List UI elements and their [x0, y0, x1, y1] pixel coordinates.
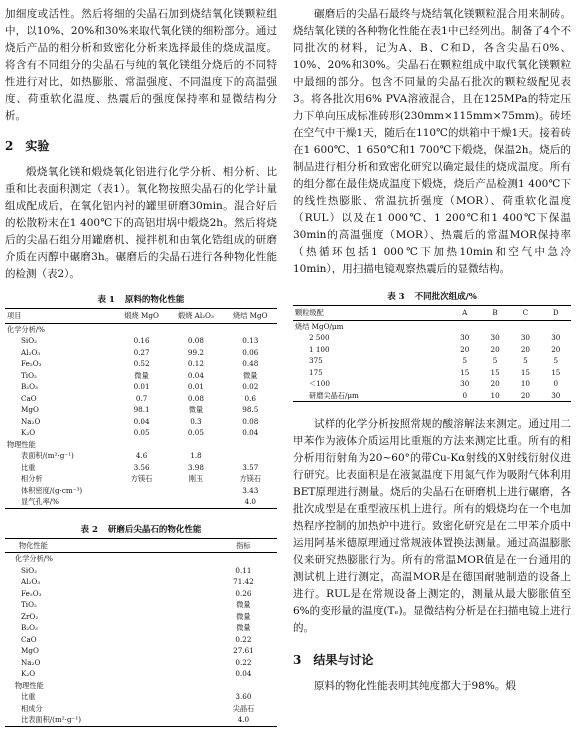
table-row [5, 645, 277, 657]
table3-body [293, 320, 571, 402]
row-label-cell: SiO₂ [21, 565, 37, 575]
table-header-cell: C [522, 308, 529, 317]
row-label-cell: TiO₂ [21, 370, 37, 380]
table-cell: 3.60 [235, 692, 252, 701]
table-row [5, 668, 277, 680]
table-cell: 20 [520, 390, 530, 400]
table-row [5, 393, 277, 405]
table3 [293, 305, 571, 402]
table1-caption [5, 293, 277, 305]
table1 [5, 308, 277, 509]
table-cell: 方镁石 [130, 474, 153, 483]
table-cell: 0.6 [244, 393, 256, 403]
table-row [5, 703, 277, 715]
table-cell: 30 [460, 333, 470, 342]
table-cell: 0.11 [235, 565, 252, 575]
table-row [5, 565, 277, 577]
table-cell: 3.98 [187, 462, 204, 472]
row-label-cell: 相分析 [21, 474, 43, 483]
table-row [5, 576, 277, 588]
table-cell [224, 439, 277, 451]
row-label-cell: 表面积/(m²·g⁻¹) [21, 451, 74, 460]
table-cell: 0.7 [135, 393, 148, 403]
table-cell: 0.05 [133, 428, 150, 437]
table-row [293, 344, 571, 356]
table-cell [168, 323, 223, 335]
table-cell: 0.01 [187, 382, 204, 391]
table-row [5, 714, 277, 726]
section-title: 结果与讨论 [313, 653, 374, 667]
table2-number: 表 2 [80, 524, 98, 535]
table-cell: 3.57 [242, 462, 259, 472]
table-row [293, 390, 571, 402]
row-label-cell: B₂O₃ [21, 623, 38, 632]
table-row [5, 404, 277, 416]
table-cell: 71.42 [233, 577, 254, 586]
table-cell: 0.04 [235, 669, 252, 678]
table-cell: 20 [551, 344, 561, 354]
table-cell: 4.0 [237, 715, 250, 724]
table-cell: 99.2 [187, 347, 204, 357]
table-row [5, 462, 277, 474]
intro-paragraph: 加细度或活性。然后将细的尖晶石加到烧结氧化镁颗粒组中，以10%、20%和30%来取代氧化镁的细粉部分。通过烧后产品的相分析和致密化分析来选择最佳的烧成温度。将含有不同组分的尖晶石与纯的氧化镁组分烧后的不同特性进行对比，如热膨胀、常温强度、不同温度下的高温强度、荷重软化温度、热震后的强度保持率和显微结构分析。 [5, 8, 277, 122]
table-cell: 0.04 [133, 416, 150, 426]
table-cell: 0.05 [187, 428, 204, 437]
table-cell: 98.5 [242, 405, 259, 414]
row-label-cell: TiO₂ [21, 600, 37, 609]
row-label-cell: CaO [21, 634, 37, 644]
table-cell: 3.43 [242, 485, 259, 495]
row-label-cell: ZrO₂ [21, 611, 39, 621]
table-row [5, 427, 277, 439]
table-cell [224, 323, 277, 335]
table-row [5, 680, 277, 692]
table-cell [210, 553, 277, 565]
row-label-cell: Fe₂O₃ [21, 359, 42, 368]
table-row [5, 370, 277, 382]
table-cell: 4.0 [244, 497, 256, 506]
row-label-cell: MgO [21, 646, 39, 655]
table-row [5, 381, 277, 393]
table-row [293, 367, 571, 379]
table-cell: 微量 [236, 611, 251, 621]
table-cell: 27.61 [233, 646, 254, 655]
table-row [5, 496, 277, 508]
row-label-cell: 比表面积/(m²·g⁻¹) [21, 715, 82, 724]
row-label-cell: SiO₂ [21, 336, 37, 345]
row-label-cell: 显气孔率/% [21, 497, 60, 506]
table-header-cell: 煅烧 MgO [124, 311, 159, 320]
section-title: 实验 [25, 139, 50, 153]
table-cell: 微量 [236, 623, 251, 632]
row-label-cell: 研磨尖晶石/μm [309, 390, 359, 400]
table-cell: 5 [523, 356, 528, 365]
table-cell: 15 [490, 367, 500, 377]
table-cell [480, 320, 510, 332]
table1-title: 原料的物化性能 [124, 295, 185, 305]
table1-number: 表 1 [97, 295, 115, 305]
row-label-cell: 375 [309, 356, 323, 365]
table-cell: 30 [490, 333, 500, 342]
table1-header-row [5, 309, 277, 324]
row-label-cell: Al₂O₃ [21, 577, 41, 586]
section-number: 2 [5, 139, 14, 153]
section-2-heading [5, 137, 277, 154]
table-header-cell: 项目 [7, 311, 22, 320]
table-row [293, 355, 571, 367]
table-cell: 15 [460, 367, 470, 377]
table-row [5, 485, 277, 497]
table-row [5, 657, 277, 669]
table3-title: 不同批次组成/% [414, 292, 477, 302]
table-cell: 0.12 [187, 359, 204, 368]
table-cell: 0.22 [235, 657, 252, 667]
table-cell: 0.26 [235, 588, 252, 598]
table-cell: 5 [553, 356, 559, 365]
table-row [293, 378, 571, 390]
table-cell: 10 [490, 390, 500, 400]
row-label-cell: 相成分 [21, 703, 43, 713]
table-cell: 20 [460, 344, 470, 354]
table-row [5, 358, 277, 370]
row-label-cell: B₂O₃ [21, 382, 38, 391]
table-cell: 方镁石 [239, 474, 262, 483]
table-cell: 尖晶石 [232, 703, 255, 713]
table-cell [168, 496, 223, 508]
table-row [293, 320, 571, 332]
table-cell: 0.22 [235, 634, 252, 644]
table-cell: 0 [553, 379, 559, 388]
row-label-cell: 物理性能 [7, 439, 36, 449]
table-cell: 0.48 [242, 359, 259, 368]
table-cell: 98.1 [133, 405, 150, 414]
row-label-cell: 2 500 [309, 333, 330, 342]
table2 [5, 538, 277, 727]
table-row [5, 588, 277, 600]
table-row [5, 611, 277, 623]
table-cell: 1.8 [190, 451, 202, 460]
table-cell: 微量 [236, 600, 251, 609]
table-cell: 微量 [243, 370, 258, 380]
table-cell [224, 450, 277, 462]
table-row [5, 599, 277, 611]
table2-title: 研磨后尖晶石的物化性能 [107, 524, 202, 535]
table-cell: 0.52 [133, 359, 150, 368]
table-row [5, 416, 277, 428]
table-header-cell: 颗粒级配 [295, 308, 324, 317]
right-column [293, 6, 571, 695]
row-label-cell: 化学分析/% [7, 324, 46, 334]
table-header-cell: 指标 [236, 540, 251, 550]
table-header-cell: 物化性能 [19, 540, 48, 550]
table2-caption [5, 523, 277, 535]
table-cell [510, 320, 540, 332]
table-cell: 4.6 [135, 451, 148, 460]
experiment-paragraph: 煅烧氧化镁和煅烧氧化铝进行化学分析、相分析、比重和比表面积测定（表1）。氧化物按照尖晶石的化学计量组成配成后，在氧化铝内衬的罐里研磨30min。混合好后的松散粉末在1 400℃下的高铝坩埚中煅烧2h。然后将烧后的尖晶石组分用罐磨机、搅拌机和由氧化锆组成的研磨介质在丙醇中碾磨3h。碾磨后的尖晶石进行各种物化性能的检测（表2）。 [5, 166, 277, 280]
table-cell: 20 [520, 344, 530, 354]
table-row [293, 332, 571, 344]
table-row [5, 347, 277, 359]
table3-header-row [293, 306, 571, 321]
table2-body [5, 553, 277, 727]
table-cell: 微量 [134, 370, 149, 380]
table-cell: 0.02 [242, 382, 259, 391]
table-cell [210, 680, 277, 692]
table-cell: 5 [462, 356, 468, 365]
table-header-cell: 烧结 MgO [233, 311, 268, 320]
table-row [5, 691, 277, 703]
table-header-cell: A [462, 308, 468, 317]
table-cell: 5 [492, 356, 498, 365]
row-label-cell: ＜100 [309, 379, 330, 388]
row-label-cell: 175 [309, 367, 323, 377]
table-cell: 15 [520, 367, 530, 377]
table2-header-row [5, 538, 277, 553]
table-cell: 微量 [188, 405, 204, 414]
row-label-cell: 物理性能 [15, 680, 44, 690]
table-cell [115, 485, 168, 497]
table-cell: 刚玉 [188, 474, 204, 483]
table-row [5, 323, 277, 335]
row-label-cell: 体积密度/(g·cm⁻³) [21, 485, 83, 495]
row-label-cell: Fe₂O₃ [21, 588, 42, 598]
table-cell: 30 [520, 333, 530, 342]
table-cell: 0.01 [133, 382, 150, 391]
table-cell: 0.13 [242, 336, 259, 345]
table-cell: 3.56 [133, 462, 150, 472]
table-row [5, 622, 277, 634]
table-cell: 0.3 [190, 416, 202, 426]
row-label-cell: 化学分析/% [15, 554, 54, 563]
left-column [5, 6, 277, 727]
row-label-cell: 比重 [21, 462, 36, 472]
row-label-cell: 烧结 MgO/μm [295, 321, 344, 331]
table-row [5, 473, 277, 485]
row-label-cell: 比重 [21, 692, 36, 701]
table-cell: 0.16 [133, 336, 150, 345]
table-cell: 30 [551, 333, 561, 342]
table-row [5, 553, 277, 565]
row-label-cell: Al₂O₃ [21, 347, 41, 357]
table-cell: 0.08 [242, 416, 259, 426]
table-cell [168, 439, 223, 451]
row-label-cell: 1 100 [309, 344, 330, 354]
table-cell: 0.08 [187, 336, 204, 345]
table-cell: 0.04 [242, 428, 259, 437]
table-row [5, 335, 277, 347]
table1-body [5, 323, 277, 508]
table-cell: 0 [462, 390, 468, 400]
row-label-cell: K₂O [21, 669, 36, 678]
table-cell: 30 [551, 390, 561, 400]
table-cell: 0.08 [187, 393, 204, 403]
row-label-cell: MgO [21, 405, 39, 414]
section-3-heading [293, 651, 571, 668]
table-cell: 20 [490, 379, 500, 388]
table-cell: 0.27 [133, 347, 150, 357]
table-cell: 15 [551, 367, 561, 377]
methods-paragraph: 试样的化学分析按照常规的酸溶解法来测定。通过用二甲苯作为液体介质运用比重瓶的方法来测定比重。所有的相分析用衍射角为20~60°的带Cu-Kα射线的X射线衍射仪进行研究。比表面积是在液氮温度下用氮气作为吸附气体利用BET原理进行测量。烧后的尖晶石在研磨机上进行碾磨，各批次成型是在重型液压机上进行。所有的煅烧均在一个电加热程序控制的加热炉中进行。致密化研究是在二甲苯介质中运用阿基米德原理通过常规液体置换法测量。通过高温膨胀仪来研究热膨胀行为。所有的常温MOR值是在一台通用的测试机上进行测定，高温MOR是在德国耐驰制造的设备上进行。RUL是在常规设备上测定的，测量从最大膨胀值至6%的变形量的温度(Tₑ)。显微结构分析是在扫描电镜上进行的。 [293, 418, 571, 634]
table-cell: 0.04 [187, 370, 204, 380]
table-cell: 0.06 [242, 347, 259, 357]
section-number: 3 [293, 653, 302, 667]
table-header-cell: 煅烧 Al₂O₃ [178, 311, 214, 320]
table-cell [115, 439, 168, 451]
table-row [5, 634, 277, 646]
results-paragraph: 原料的物化性能表明其纯度都大于98%。煅 [314, 680, 516, 692]
table-header-cell: D [552, 308, 559, 317]
table3-number: 表 3 [387, 292, 405, 302]
table-cell [115, 496, 168, 508]
table-cell [450, 320, 480, 332]
table-cell [541, 320, 571, 332]
table3-caption [293, 290, 571, 302]
table-row [5, 450, 277, 462]
table-cell: 20 [490, 344, 500, 354]
row-label-cell: Na₂O [21, 657, 41, 667]
table-header-cell: B [492, 308, 498, 317]
row-label-cell: Na₂O [21, 416, 41, 426]
table-cell: 10 [520, 379, 530, 388]
row-label-cell: CaO [21, 393, 37, 403]
row-label-cell: K₂O [21, 428, 36, 437]
table-cell [115, 323, 168, 335]
table-row [5, 439, 277, 451]
table-cell [168, 485, 223, 497]
table-cell: 30 [460, 379, 470, 388]
procedure-paragraph: 碾磨后的尖晶石最终与烧结氧化镁颗粒混合用来制砖。烧结氧化镁的各种物化性能在表1中已经列出。制备了4个不同批次的材料，记为A、B、C和D，各含尖晶石0%、10%、20%和30%。尖晶石在颗粒组成中取代氧化镁颗粒中最细的部分。包含不同量的尖晶石批次的颗粒级配见表3。将各批次用6% PVA溶液混合，且在125MPa的特定压力下单向压成标准砖形(230mm×115mm×75mm)。砖坯在空气中干燥1天，随后在110℃的烘箱中干燥1天。接着砖在1 600℃、1 650℃和1 700℃下煅烧，保温2h。烧后的制品进行相分析和致密化研究以确定最佳的烧成温度。所有的组分都在最佳烧成温度下煅烧，烧后产品检测1 400℃下的线性热膨胀、常温抗折强度（MOR）、荷重软化温度（RUL）以及在1 000℃、1 200℃和1 400℃下保温30min的高温强度（MOR）、热震后的常温MOR保持率（热循环包括1 000℃下加热10min和空气中急冷10min），用扫描电镜观察热震后的显微结构。 [293, 8, 571, 275]
